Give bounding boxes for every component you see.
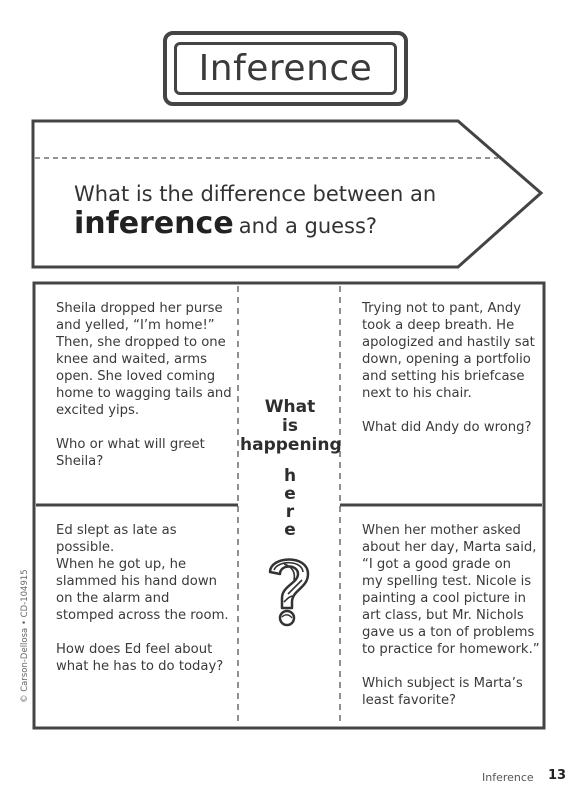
panel-question: How does Ed feel about what he has to do today? [56,642,224,674]
here-letter-e: e [284,484,296,504]
panel-story: Ed slept as late as possible. When he got up, he slammed his hand down on the alarm and stomped across the room. [56,523,229,623]
here-letter-e2: e [284,520,296,540]
center-word-what: What [264,397,316,417]
question-emphasis: inference [74,206,234,241]
page-title: Inference [174,42,397,95]
panel-question: Who or what will greet Sheila? [56,437,205,469]
panel-question: Which subject is Marta’s least favorite? [362,676,523,708]
panel-bottom-right [362,522,542,726]
center-word-is: is [282,416,298,436]
swirl-question-mark-icon [260,550,320,630]
panel-bottom-left [56,522,236,692]
panel-story: Sheila dropped her purse and yelled, “I’m home!” Then, she dropped to one knee and waited, arms open. She loved coming home to wagging tails and excited yips. [56,301,232,418]
panel-story: Trying not to pant, Andy took a deep breath. He apologized and hastily sat down, opening a portfolio and setting his briefcase next to his chair. [362,301,535,401]
here-letter-h: h [283,466,297,486]
panel-story: When her mother asked about her day, Marta said, “I got a good grade on my spelling test. Nicole is painting a cool picture in art class, but Mr. Nichols gave us a ton of problems to practice for homework.” [362,523,540,657]
panel-question: What did Andy do wrong? [362,420,532,435]
copyright: © Carson-Dellosa • CD-104915 [20,569,30,703]
question-rest: and a guess? [238,214,378,238]
page-number: 13 [548,768,567,783]
question-line1: What is the difference between an [74,182,437,206]
footer-label: Inference [482,771,534,784]
here-letter-r: r [285,502,295,522]
panel-top-left [56,300,236,487]
center-word-happening: happening [240,435,342,455]
panel-top-right [362,300,542,453]
